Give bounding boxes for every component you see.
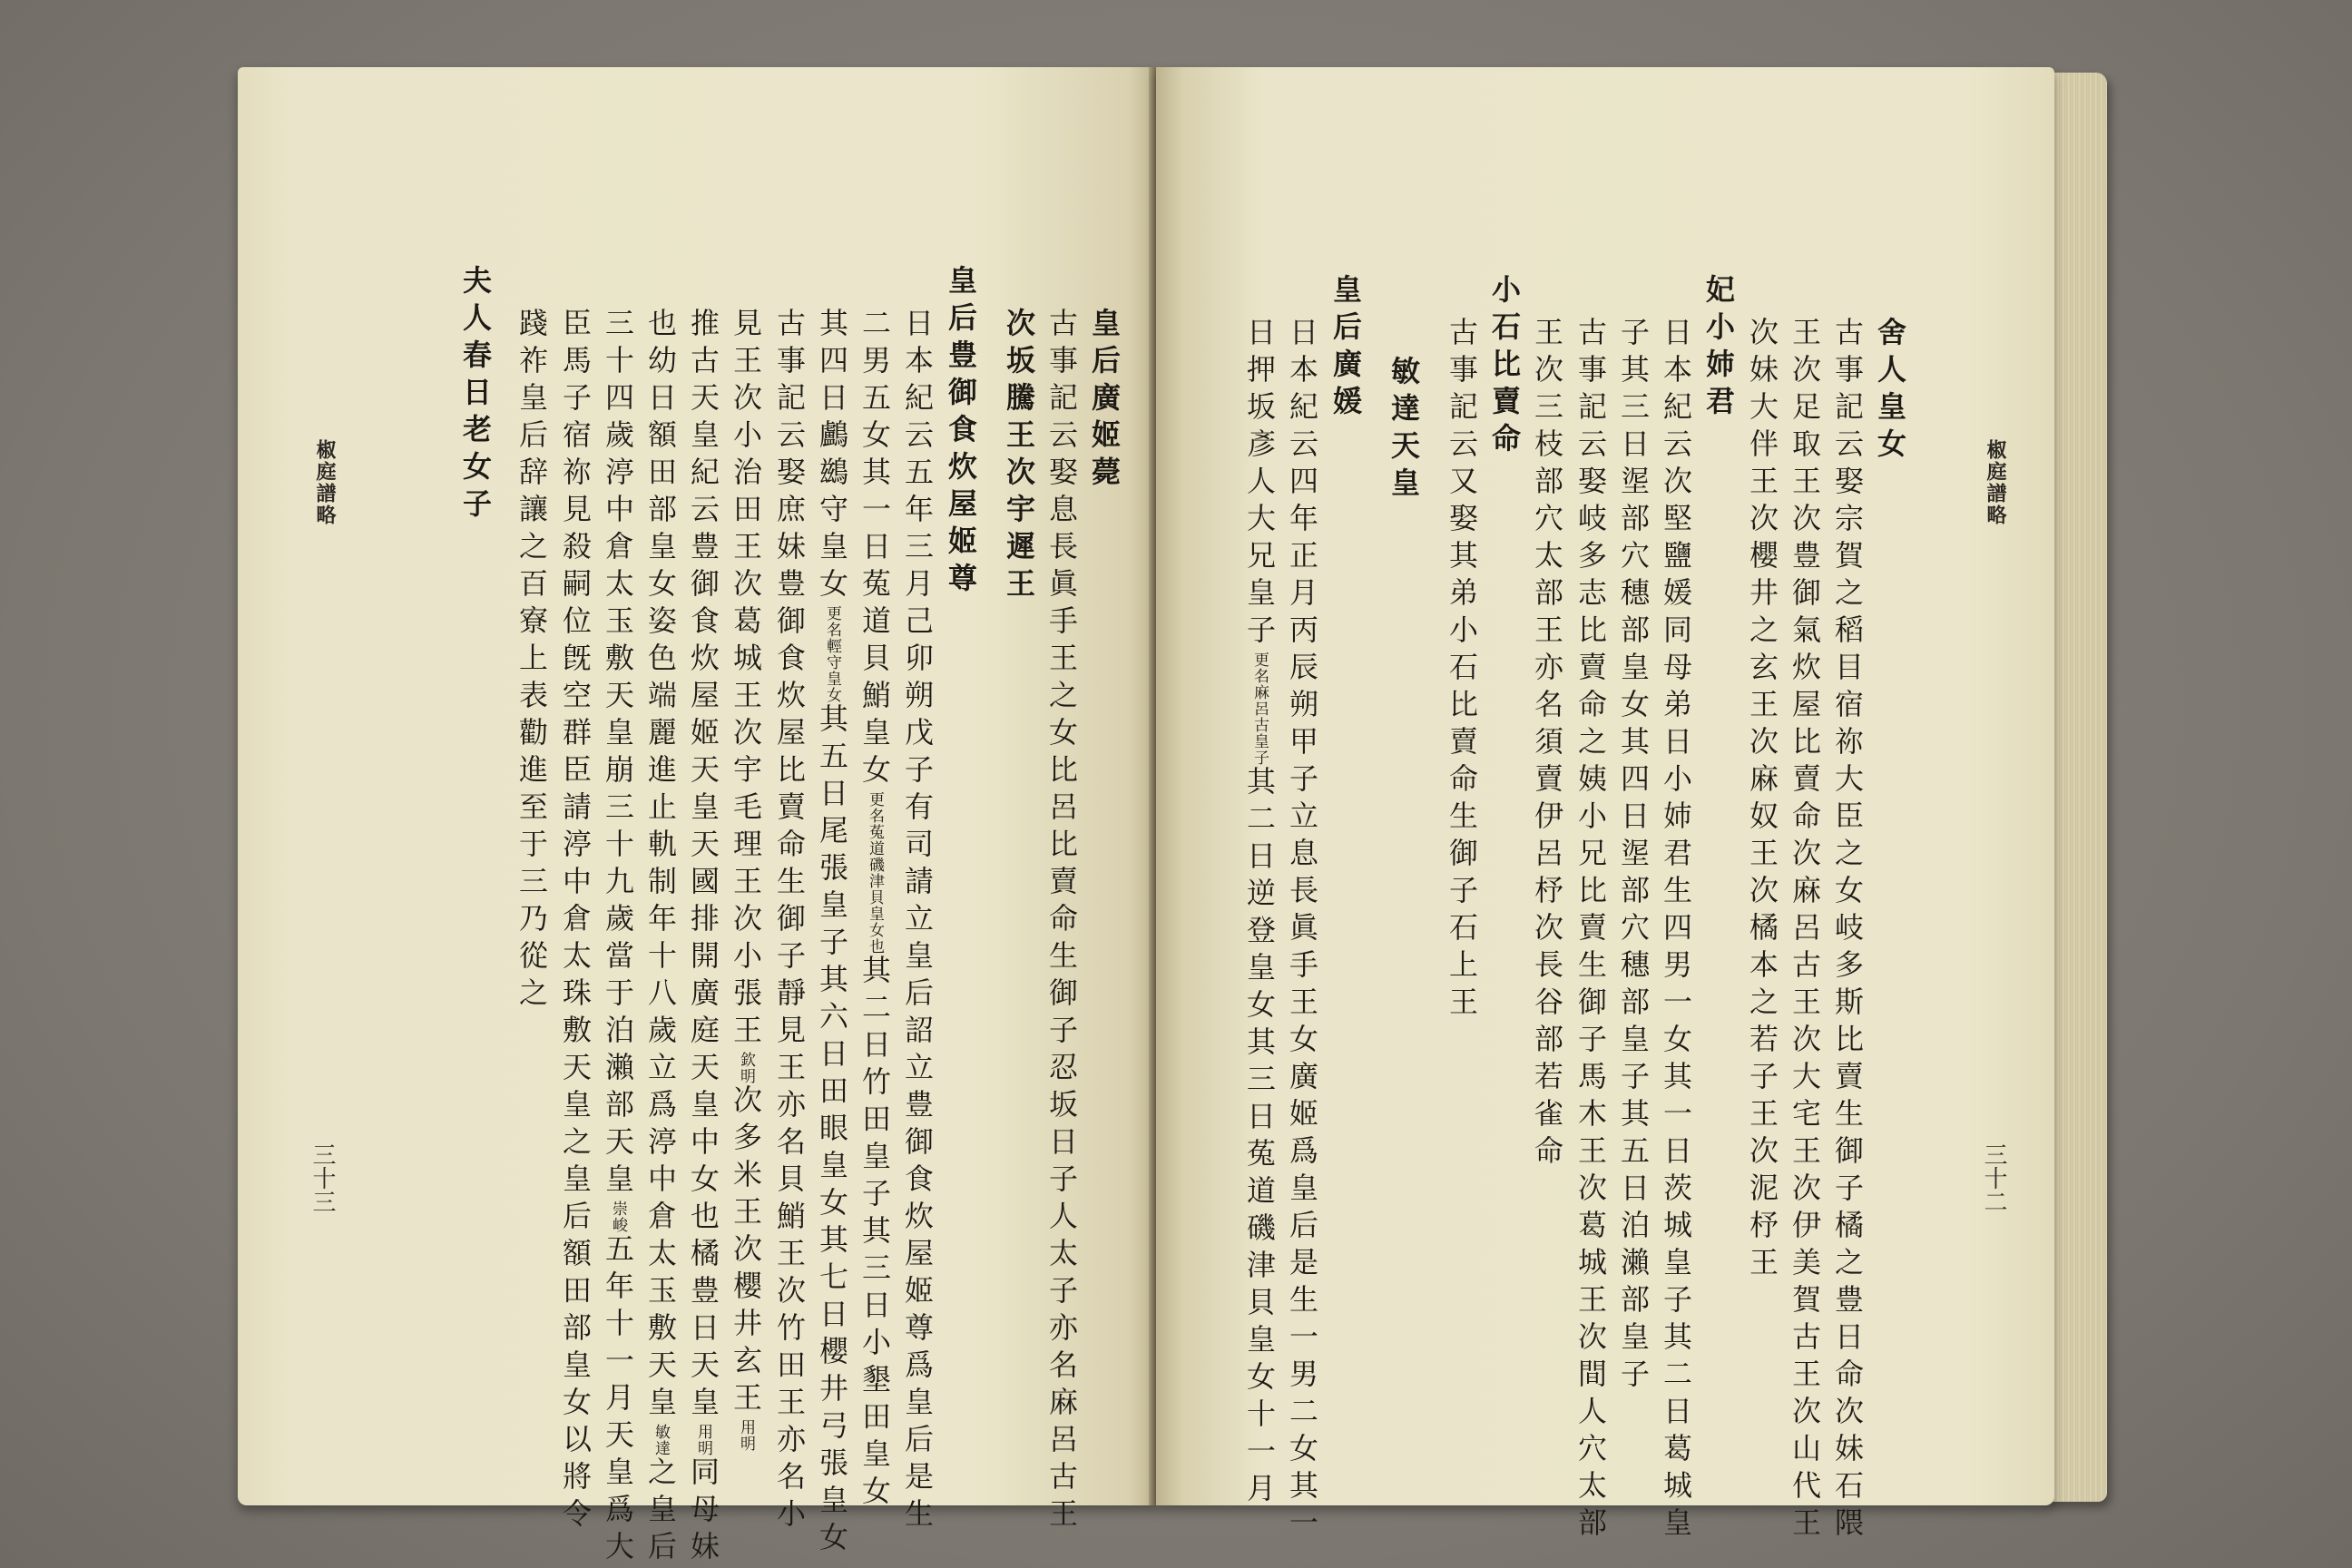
left-col-6-annotation: 更名菟道磯津貝皇女也 — [866, 791, 884, 955]
left-col-9-text-a: 見王次小治田王次葛城王次宇毛理王次小張王 — [729, 308, 763, 1052]
right-col-4: 次妹大伴王次櫻井之玄王次麻奴王次橘本之若子王次泥杼王 — [1745, 317, 1779, 1284]
left-page — [238, 67, 1156, 1568]
left-col-9-annotation-kinmei: 欽明 — [737, 1052, 755, 1084]
left-col-10 — [686, 308, 720, 1568]
right-col-15-annotation: 更名麻呂古皇子 — [1250, 652, 1269, 766]
left-col-13: 臣馬子宿祢見殺嗣位旣空群臣請渟中倉太珠敷天皇之皇后額田部皇女以將令 — [558, 308, 593, 1535]
left-col-8: 古事記云娶庶妹豊御食炊屋比賣命生御子靜見王亦名貝鮹王次竹田王亦名小 — [772, 308, 807, 1535]
right-col-15-text-b: 其二日逆登皇女其三日菟道磯津貝皇女十一月 — [1242, 766, 1277, 1510]
left-col-12-text-a: 三十四歲渟中倉太玉敷天皇崩三十九歲當于泊瀨部天皇 — [601, 308, 635, 1200]
right-col-15-text-a: 日押坂彥人大兄皇子 — [1242, 317, 1277, 652]
left-col-3: 次坂騰王次宇遲王 — [1002, 308, 1036, 605]
right-col-10: 小石比賣命 — [1487, 274, 1522, 460]
left-col-4: 皇后豊御食炊屋姬尊 — [944, 265, 978, 600]
left-col-10-annotation-yomei: 用明 — [694, 1424, 712, 1456]
right-col-9: 王次三枝部穴太部王亦名須賣伊呂杼次長谷部若雀命 — [1530, 317, 1564, 1172]
right-page — [1156, 67, 2054, 1544]
left-col-11-annotation-bidatsu: 敏達 — [652, 1424, 670, 1456]
left-col-10-text-b: 同母妹 — [686, 1456, 720, 1568]
left-col-2: 古事記云娶息長眞手王之女比呂比賣命生御子忍坂日子人太子亦名麻呂古王 — [1044, 308, 1079, 1535]
left-col-11-text-b: 之皇后 — [643, 1456, 678, 1568]
left-page-number: 三十三 — [309, 1142, 336, 1213]
right-col-3: 王次足取王次豊御氣炊屋比賣命次麻呂古王次大宅王次伊美賀古王次山代王 — [1788, 317, 1822, 1544]
left-col-14: 踐祚皇后辞讓之百寮上表勸進至于三乃從之 — [514, 308, 549, 1014]
left-col-9-text-b: 次多米王次櫻井玄王 — [729, 1084, 763, 1419]
left-col-6-text-b: 其二日竹田皇子其三日小墾田皇女 — [858, 955, 892, 1513]
left-col-9-annotation-yomei: 用明 — [737, 1419, 755, 1452]
left-col-7-text-a: 其四日鸕鷀守皇女 — [815, 308, 849, 605]
right-col-1: 舍人皇女 — [1873, 317, 1907, 466]
left-col-11 — [643, 308, 678, 1568]
left-col-1: 皇后廣姬薨 — [1087, 308, 1122, 494]
right-col-7: 子其三日埿部穴穗部皇女其四日埿部穴穗部皇子其五日泊瀨部皇子 — [1616, 317, 1651, 1396]
left-col-6-text-a: 二男五女其一日菟道貝鮹皇女 — [858, 308, 892, 791]
right-col-6: 日本紀云次堅鹽媛同母弟日小姉君生四男一女其一日茨城皇子其二日葛城皇 — [1659, 317, 1693, 1544]
right-running-head: 椒庭譜略 — [1984, 439, 2007, 526]
right-col-12: 敏達天皇 — [1387, 356, 1421, 505]
right-col-15 — [1242, 317, 1277, 1510]
left-col-11-text-a: 也幼日額田部皇女姿色端麗進止軌制年十八歲立爲渟中倉太玉敷天皇 — [643, 308, 678, 1424]
open-book — [238, 67, 2096, 1568]
left-col-10-text-a: 推古天皇紀云豊御食炊屋姬天皇天國排開廣庭天皇中女也橘豊日天皇 — [686, 308, 720, 1424]
left-col-15: 夫人春日老女子 — [458, 265, 493, 525]
right-col-8: 古事記云娶岐多志比賣命之姨小兄比賣生御子馬木王次葛城王次間人穴太部 — [1573, 317, 1608, 1544]
left-col-9 — [729, 308, 763, 1452]
left-col-7-annotation: 更名輕守皇女 — [823, 605, 841, 703]
right-col-2: 古事記云娶宗賀之稻目宿祢大臣之女岐多斯比賣生御子橘之豊日命次妹石隈 — [1830, 317, 1865, 1544]
left-col-5: 日本紀云五年三月己卯朔戊子有司請立皇后詔立豊御食炊屋姬尊爲皇后是生 — [900, 308, 935, 1535]
left-running-head: 椒庭譜略 — [313, 439, 337, 526]
left-col-12-text-b: 五年十一月天皇爲大 — [601, 1233, 635, 1568]
left-col-6 — [858, 308, 892, 1513]
left-col-7-text-b: 其五日尾張皇子其六日田眼皇女其七日櫻井弓張皇女 — [815, 703, 849, 1559]
right-col-14: 日本紀云四年正月丙辰朔甲子立息長眞手王女廣姬爲皇后是生一男二女其一 — [1285, 317, 1319, 1544]
left-col-12-annotation-sushun: 崇峻 — [609, 1200, 627, 1233]
left-col-7 — [815, 308, 849, 1559]
left-col-12 — [601, 308, 635, 1568]
right-col-11: 古事記云又娶其弟小石比賣命生御子石上王 — [1445, 317, 1479, 1024]
right-col-5: 妃小姉君 — [1701, 274, 1736, 423]
right-col-13: 皇后廣媛 — [1328, 274, 1363, 423]
right-page-number: 三十二 — [1980, 1142, 2007, 1213]
